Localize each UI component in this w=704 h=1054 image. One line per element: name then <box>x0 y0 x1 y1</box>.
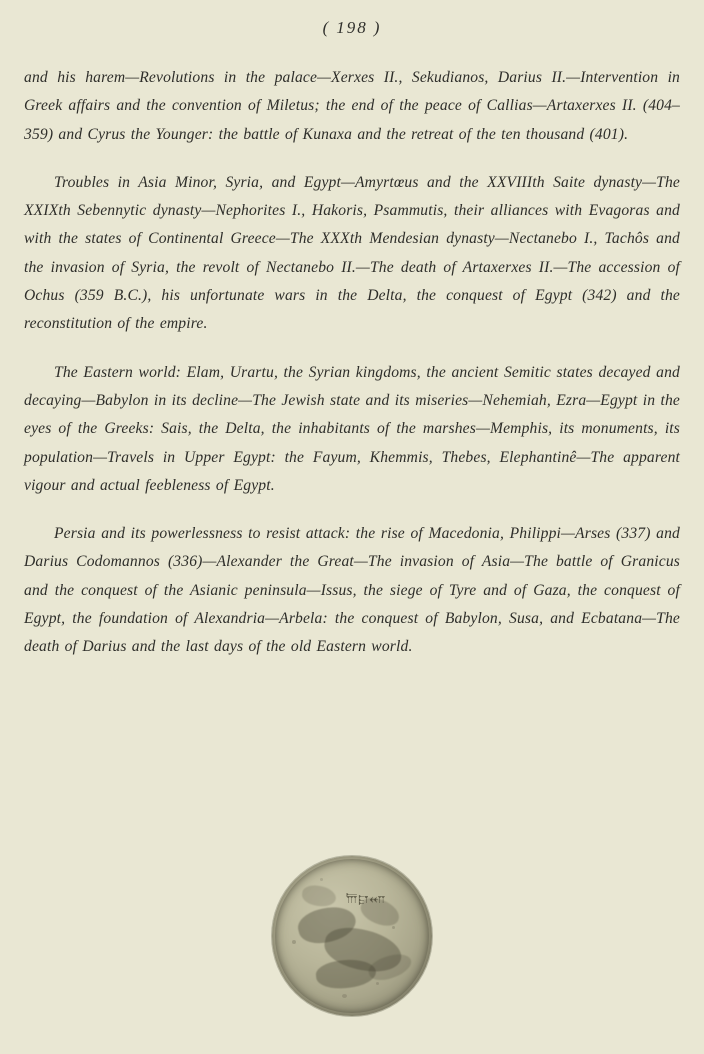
body-text <box>24 64 680 662</box>
page-number-right-paren: ) <box>373 18 382 37</box>
coin-speck-5 <box>320 878 323 881</box>
coin-inscription-glyph: 𐎠𐎼𐎧 <box>346 892 387 907</box>
coin-speck-3 <box>342 994 347 998</box>
page-number-value: 198 <box>336 18 368 37</box>
paragraph-3: The Eastern world: Elam, Urartu, the Syrian kingdoms, the ancient Semitic states decayed and decaying—Babylon in its decline—The Jewish state and its miseries—Nehemiah, Ezra—Egypt in the eyes of the Greeks: Sais, the Delta, the inhabitants of the marshes—Memphis, its monuments, its population—Travels in Upper Egypt: the Fayum, Khemmis, Thebes, Elephantinê—The apparent vigour and actual feebleness of Egypt. <box>24 363 680 494</box>
coin-speck-1 <box>292 940 296 944</box>
page-number <box>24 0 680 38</box>
paragraph-4: Persia and its powerlessness to resist attack: the rise of Macedonia, Philippi—Arses (337) and Darius Codomannos (336)—Alexander the Great—The invasion of Asia—The battle of Granicus and the conquest of the Asianic peninsula—Issus, the siege of Tyre and of Gaza, the conquest of Egypt, the foundation of Alexandria—Arbela: the conquest of Babylon, Susa, and Ecbatana—The death of Darius and the last days of the old Eastern world. <box>24 525 680 656</box>
figure-container <box>0 856 704 1021</box>
coin-engraving-illustration <box>272 856 432 1016</box>
page-number-left-paren: ( <box>322 18 331 37</box>
coin-speck-4 <box>376 982 379 985</box>
coin-speck-2 <box>392 926 395 929</box>
paragraph-1: and his harem—Revolutions in the palace—Xerxes II., Sekudianos, Darius II.—Intervention in Greek affairs and the convention of Miletus; the end of the peace of Callias—Artaxerxes II. (404–359) and Cyrus the Younger: the battle of Kunaxa and the retreat of the ten thousand (401). <box>24 69 680 143</box>
paragraph-2: Troubles in Asia Minor, Syria, and Egypt—Amyrtœus and the XXVIIIth Saite dynasty—The XXIXth Sebennytic dynasty—Nephorites I., Hakoris, Psammutis, their alliances with Evagoras and with the states of Continental Greece—The XXXth Mendesian dynasty—Nectanebo I., Tachôs and the invasion of Syria, the revolt of Nectanebo II.—The death of Artaxerxes II.—The accession of Ochus (359 B.C.), his unfortunate wars in the Delta, the conquest of Egypt (342) and the reconstitution of the empire. <box>24 173 680 333</box>
